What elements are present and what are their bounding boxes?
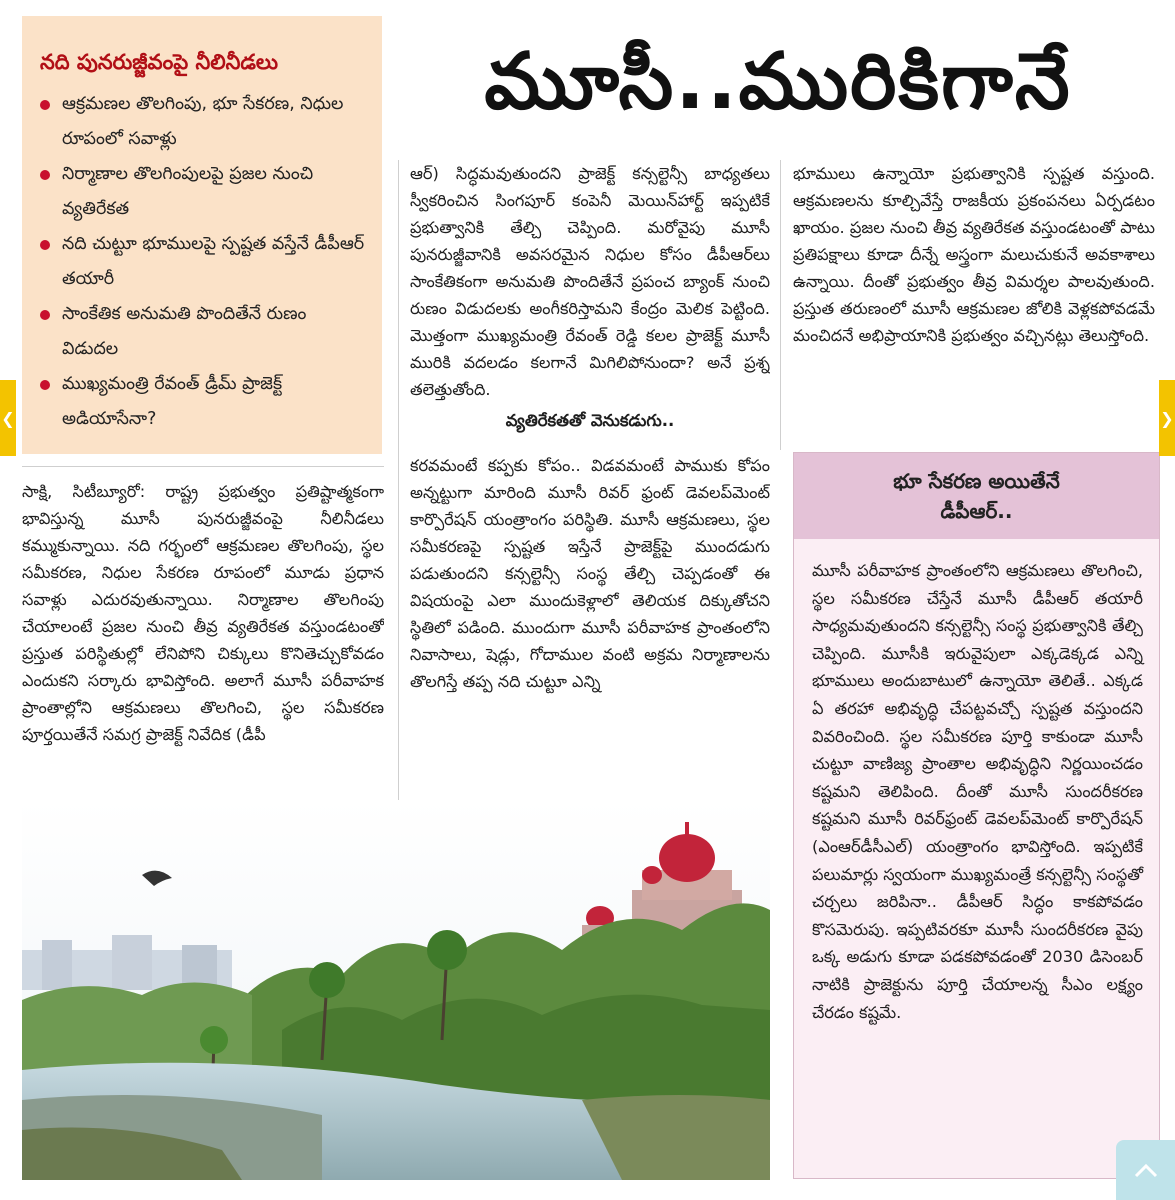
highlight-item: ముఖ్యమంత్రి రేవంత్‌ డ్రీమ్‌ ప్రాజెక్ట్‌ అడియాసేనా?: [36, 367, 368, 437]
river-photo: [22, 800, 770, 1180]
sidebar-heading-line: భూ సేకరణ అయితేనే: [893, 469, 1060, 493]
article-column-3: [793, 160, 1155, 445]
chevron-left-icon: ❮: [1, 408, 15, 428]
headline: మూసీ..మురికిగానే: [484, 37, 1072, 127]
article-column-1: [22, 478, 384, 800]
highlights-box: [22, 16, 382, 454]
article-column-2: [410, 160, 770, 800]
highlight-item: నిర్మాణాల తొలగింపులపై ప్రజల నుంచి వ్యతిరేకత: [36, 157, 368, 227]
prev-page-button[interactable]: [0, 380, 16, 456]
sidebar-heading: [794, 453, 1159, 539]
sidebar-body: [794, 539, 1159, 1026]
article-paragraph: కరవమంటే కప్పకు కోపం.. విడవమంటే పాముకు కోపం అన్నట్టుగా మారింది మూసీ రివర్‌ ఫ్రంట్‌ డెవలప్‌మెంట్‌ కార్పొరేషన్‌ యంత్రాంగం పరిస్థితి. మూసీ ఆక్రమణలు, స్థల సమీకరణపై స్పష్టత ఇస్తేనే ప్రాజెక్ట్‌పై ముందడుగు పడుతుందని కన్సల్టెన్సీ సంస్థ తేల్చి చెప్పడంతో ఈ విషయంపై ఎలా ముందుకెళ్లాలో తెలియక దిక్కుతోచని స్థితిలో పడింది. ముందుగా మూసీ పరీవాహక ప్రాంతంలోని నివాసాలు, షెడ్లు, గోదాముల వంటి అక్రమ నిర్మాణాలను తొలగిస్తే తప్ప నది చుట్టూ ఎన్ని: [410, 456, 770, 691]
article-paragraph: ఆర్‌) సిద్ధమవుతుందని ప్రాజెక్ట్‌ కన్సల్టెన్సీ బాధ్యతలు స్వీకరించిన సింగపూర్‌ కంపెనీ మెయిన్‌హార్ట్‌ ఇప్పటికే ప్రభుత్వానికి తేల్చి చెప్పింది. మరోవైపు మూసీ పునరుజ్జీవానికి అవసరమైన నిధుల కోసం డీపీఆర్‌లు సాంకేతికంగా అనుమతి పొందితేనే ప్రపంచ బ్యాంక్‌ నుంచి రుణం విడుదలకు అంగీకరిస్తామని కేంద్రం మెలిక పెట్టింది. మొత్తంగా ముఖ్యమంత్రి రేవంత్‌ రెడ్డి కలల ప్రాజెక్ట్‌ మూసీ మురికి వదలడం కలగానే మిగిలిపోనుందా? అనే ప్రశ్న తలెత్తుతోంది.: [410, 164, 770, 399]
column-divider: [398, 160, 399, 800]
chevron-up-icon: [1134, 1162, 1158, 1178]
highlight-item: సాంకేతిక అనుమతి పొందితేనే రుణం విడుదల: [36, 297, 368, 367]
section-subheading: వ్యతిరేకతతో వెనుకడుగు..: [505, 411, 675, 430]
next-page-button[interactable]: [1159, 380, 1175, 456]
column-divider: [780, 160, 781, 450]
sidebar-box: [793, 452, 1160, 1179]
highlight-item: నది చుట్టూ భూములపై స్పష్టత వస్తేనే డీపీఆర్‌ తయారీ: [36, 227, 368, 297]
article-paragraph: భూములు ఉన్నాయో ప్రభుత్వానికి స్పష్టత వస్తుంది. ఆక్రమణలను కూల్చివేస్తే రాజకీయ ప్రకంపనలు ఏర్పడటం ఖాయం. ప్రజల నుంచి తీవ్ర వ్యతిరేకత వస్తుండటంతో పాటు ప్రతిపక్షాలు కూడా దీన్నే అస్త్రంగా మలుచుకునే అవకాశాలు ఉన్నాయి. దీంతో ప్రభుత్వం తీవ్ర విమర్శల పాలవుతుంది. ప్రస్తుత తరుణంలో మూసీ ఆక్రమణల జోలికి వెళ్లకపోవడమే మంచిదనే అభిప్రాయానికి ప్రభుత్వం వచ్చినట్లు తెలుస్తోంది.: [793, 164, 1155, 345]
highlights-list: [36, 87, 368, 437]
scroll-to-top-button[interactable]: [1116, 1140, 1175, 1200]
chevron-right-icon: ❯: [1160, 408, 1174, 428]
article-paragraph: సాక్షి, సిటీబ్యూరో: రాష్ట్ర ప్రభుత్వం ప్రతిష్టాత్మకంగా భావిస్తున్న మూసీ పునరుజ్జీవంపై నీలినీడలు కమ్ముకున్నాయి. నది గర్భంలో ఆక్రమణల తొలగింపు, స్థల సమీకరణ, నిధుల సేకరణ రూపంలో మూడు ప్రధాన సవాళ్లు ఎదురవుతున్నాయి. నిర్మాణాల తొలగింపు చేయాలంటే ప్రజల నుంచి తీవ్ర వ్యతిరేకత వస్తుండటంతో ప్రస్తుత పరిస్థితుల్లో లేనిపోని చిక్కులు కొనితెచ్చుకోవడం ఎందుకని సర్కారు భావిస్తోంది. అలాగే మూసీ పరీవాహక ప్రాంతాల్లోని ఆక్రమణలు తొలగించి, స్థల సమీకరణ పూర్తయితేనే సమగ్ర ప్రాజెక్ట్‌ నివేదిక (డీపీ: [22, 482, 384, 744]
column-divider: [22, 466, 384, 467]
highlight-item: ఆక్రమణల తొలగింపు, భూ సేకరణ, నిధుల రూపంలో సవాళ్లు: [36, 87, 368, 157]
sidebar-heading-line: డీపీఆర్‌..: [940, 499, 1013, 523]
highlights-title: నది పునరుజ్జీవంపై నీలినీడలు: [40, 50, 279, 74]
sidebar-paragraph: మూసీ పరీవాహక ప్రాంతంలోని ఆక్రమణలు తొలగించి, స్థల సమీకరణ చేస్తేనే మూసీ డీపీఆర్‌ తయారీ సాధ్యమవుతుందని కన్సల్టెన్సీ సంస్థ ప్రభుత్వానికి తేల్చి చెప్పింది. మూసీకి ఇరువైపులా ఎక్కడెక్కడ ఎన్ని భూములు అందుబాటులో ఉన్నాయో తెలితే.. ఎక్కడ ఏ తరహా అభివృద్ధి చేపట్టవచ్చో స్పష్టత వస్తుందని వివరించింది. స్థల సమీకరణ పూర్తి కాకుండా మూసీ చుట్టూ వాణిజ్య ప్రాంతాల అభివృద్ధిని నిర్ణయించడం కష్టమని తెలిపింది. దీంతో మూసీ సుందరీకరణ కష్టమని మూసీ రివర్‌ఫ్రంట్‌ డెవలప్‌మెంట్‌ కార్పొరేషన్‌ (ఎంఆర్‌డీసీఎల్‌) యంత్రాంగం భావిస్తోంది. ఇప్పటికే పలుమార్లు స్వయంగా ముఖ్యమంత్రే కన్సల్టెన్సీ సంస్థతో చర్చలు జరిపినా.. డీపీఆర్‌ సిద్ధం కాకపోవడం కొసమెరుపు. ఇప్పటివరకూ మూసీ సుందరీకరణ వైపు ఒక్క అడుగు కూడా పడకపోవడంతో 2030 డిసెంబర్‌ నాటికి ప్రాజెక్టును పూర్తి చేయాలన్న సీఎం లక్ష్యం చేరడం కష్టమే.: [812, 561, 1143, 1022]
